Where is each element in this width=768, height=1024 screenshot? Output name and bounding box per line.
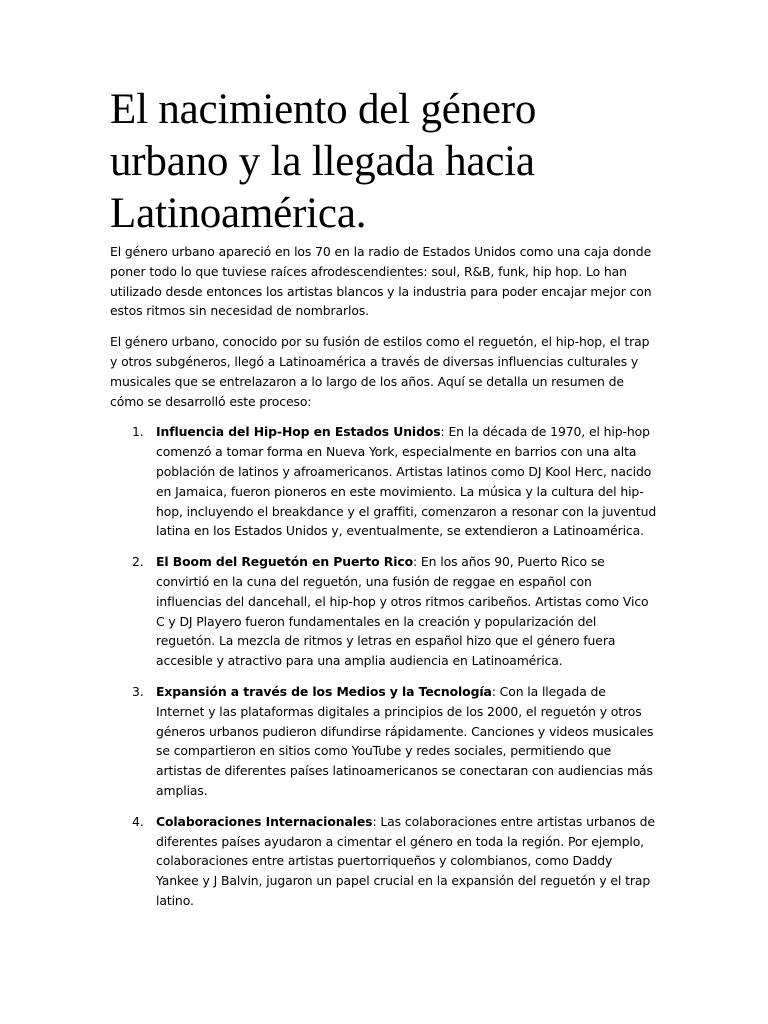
list-item — [110, 812, 658, 911]
list-item-term: Expansión a través de los Medios y la Tecnología — [156, 683, 492, 699]
list-item-number: 4. — [132, 813, 144, 829]
document-title: El nacimiento del género urbano y la llegada hacia Latinoamérica. — [110, 86, 537, 237]
list-item — [110, 552, 658, 671]
list-item-text: : Las colaboraciones entre artistas urbanos de diferentes países ayudaron a cimentar el género en toda la región. Por ejemplo, colaboraciones entre artistas puertorriqueños y colombianos, como Daddy Yankee y J Balvin, jugaron un papel crucial en la expansión del reguetón y el trap latino. — [156, 813, 655, 908]
context-paragraph: El género urbano, conocido por su fusión de estilos como el reguetón, el hip-hop, el trap y otros subgéneros, llegó a Latinoamérica a través de diversas influencias culturales y musicales que se entrelazaron a lo largo de los años. Aquí se detalla un resumen de cómo se desarrolló este proceso: — [110, 334, 650, 409]
list-item — [110, 422, 658, 541]
list-item-text: : En los años 90, Puerto Rico se convirtió en la cuna del reguetón, una fusión de reggae en español con influencias del dancehall, el hip-hop y otros ritmos caribeños. Artistas como Vico C y DJ Playero fueron fundamentales en la creación y popularización del reguetón. La mezcla de ritmos y letras en español hizo que el género fuera accesible y atractivo para una amplia audiencia en Latinoamérica. — [156, 554, 649, 669]
list-item-term: Influencia del Hip-Hop en Estados Unidos — [156, 424, 441, 440]
list-item-term: Colaboraciones Internacionales — [156, 813, 373, 829]
list-item-term: El Boom del Reguetón en Puerto Rico — [156, 554, 414, 570]
list-item-number: 3. — [132, 683, 144, 699]
list-item — [110, 682, 658, 801]
document-page — [110, 84, 658, 922]
list-item-number: 1. — [132, 424, 144, 440]
numbered-list — [110, 422, 658, 910]
list-item-text: : Con la llegada de Internet y las plataformas digitales a principios de los 2000, el reguetón y otros géneros urbanos pudieron difundirse rápidamente. Canciones y videos musicales se compartieron en sitios como YouTube y redes sociales, permitiendo que artistas de diferentes países latinoamericanos se conectaran con audiencias más amplias. — [156, 683, 654, 798]
list-item-text: : En la década de 1970, el hip-hop comenzó a tomar forma en Nueva York, especialmente en barrios con una alta población de latinos y afroamericanos. Artistas latinos como DJ Kool Herc, nacido en Jamaica, fueron pioneros en este movimiento. La música y la cultura del hip-hop, incluyendo el breakdance y el graffiti, comenzaron a resonar con la juventud latina en los Estados Unidos y, eventualmente, se extendieron a Latinoamérica. — [156, 424, 657, 539]
intro-paragraph: El género urbano apareció en los 70 en la radio de Estados Unidos como una caja donde poner todo lo que tuviese raíces afrodescendientes: soul, R&B, funk, hip hop. Lo han utilizado desde entonces los artistas blancos y la industria para poder encajar mejor con estos ritmos sin necesidad de nombrarlos. — [110, 244, 652, 319]
list-item-number: 2. — [132, 554, 144, 570]
